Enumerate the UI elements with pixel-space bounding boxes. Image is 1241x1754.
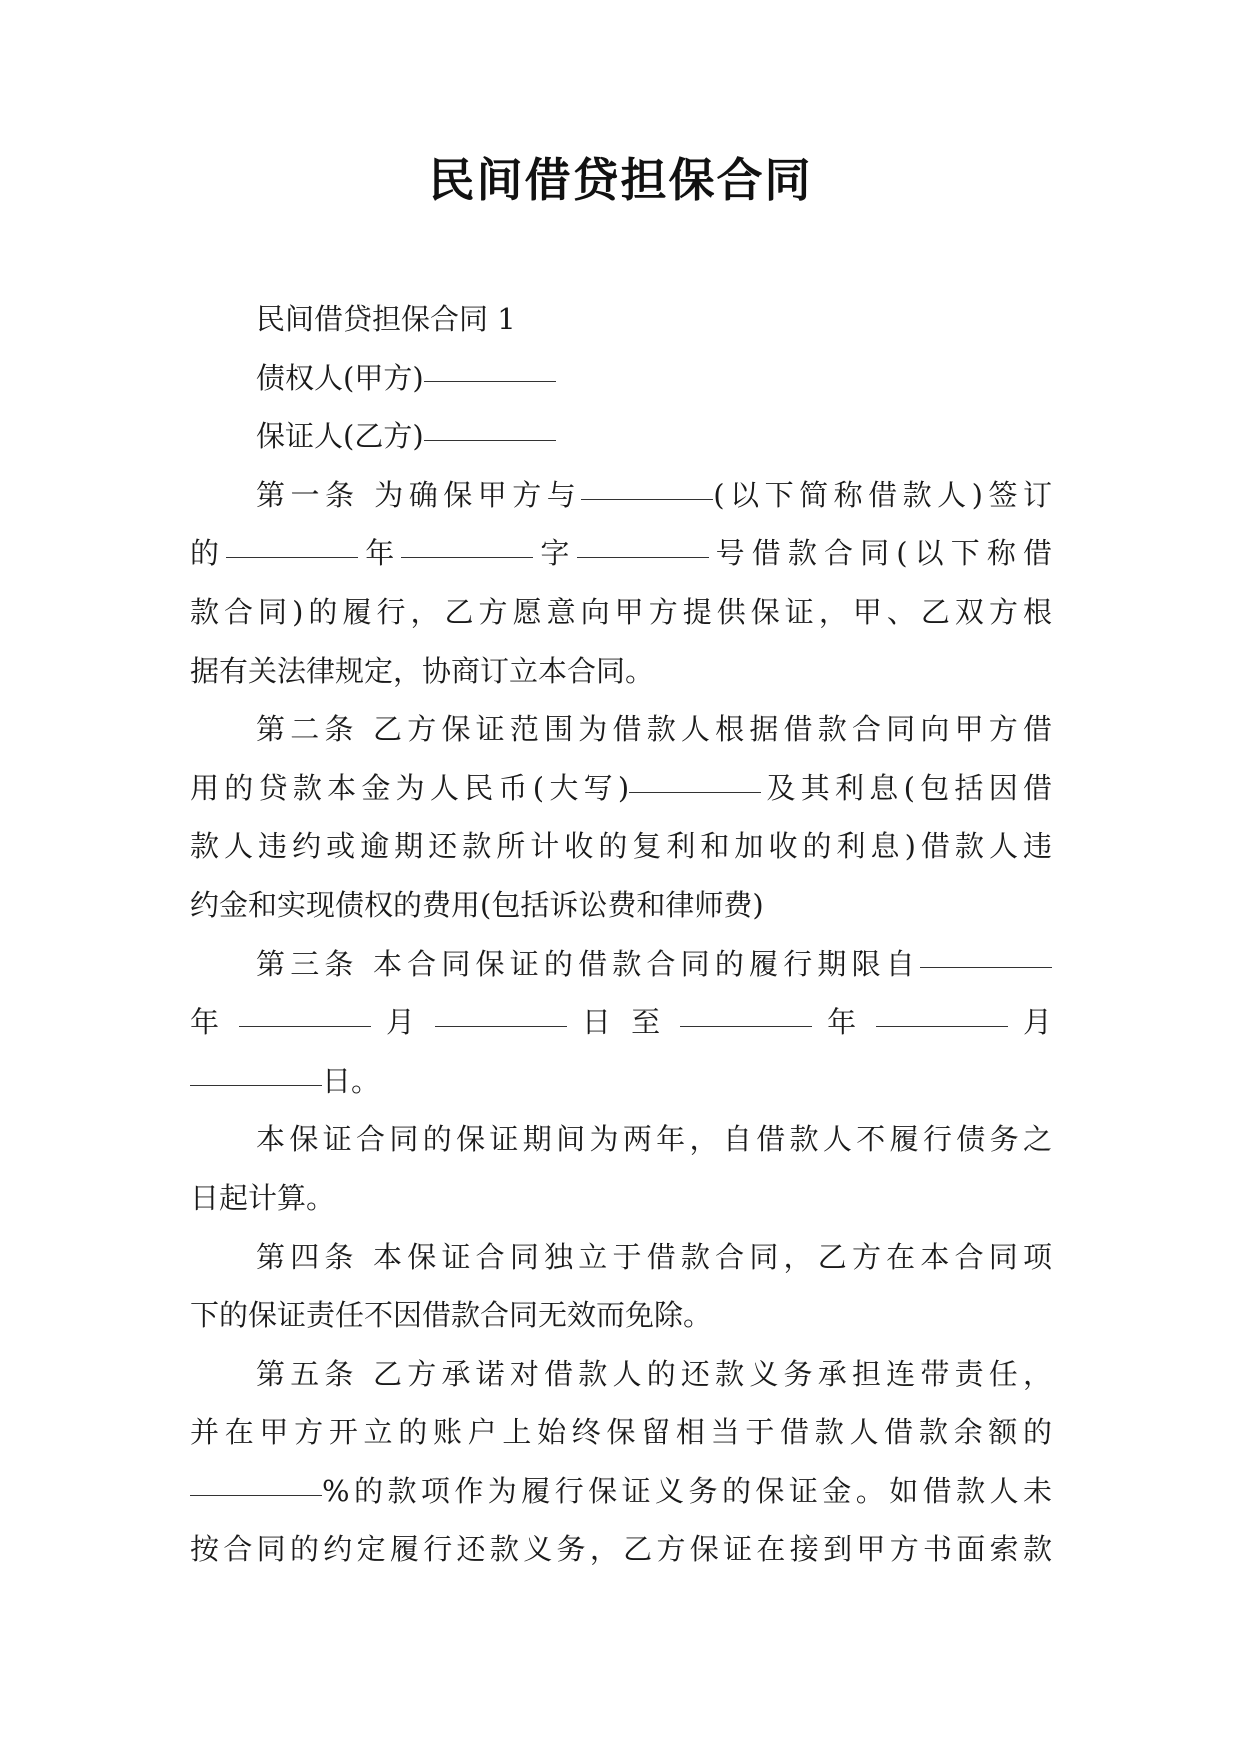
- line-text: 民间借贷担保合同 1: [256, 302, 516, 336]
- body-line: [190, 583, 1052, 642]
- line-text: 用的贷款本金为人民币(大写): [190, 770, 630, 805]
- line-text: 字: [533, 536, 577, 571]
- line-text: 据有关法律规定，协商订立本合同。: [190, 653, 655, 688]
- line-text: 号借款合同(以下称借: [708, 536, 1052, 571]
- fill-in-blank: [190, 1084, 322, 1086]
- body-line: [190, 1052, 1052, 1111]
- line-text: 月: [371, 1005, 436, 1040]
- fill-in-blank: [629, 791, 761, 793]
- line-text: 并在甲方开立的账户上始终保留相当于借款人借款余额的: [190, 1415, 1052, 1450]
- body-line: [190, 1169, 1052, 1228]
- line-text: 年: [812, 1005, 877, 1040]
- line-text: 款人违约或逾期还款所计收的复利和加收的利息)借款人违: [190, 829, 1052, 864]
- line-text: 的: [190, 536, 227, 571]
- fill-in-blank: [680, 1025, 812, 1027]
- line-text: 债权人(甲方): [256, 360, 424, 395]
- fill-in-blank: [239, 1025, 371, 1027]
- line-text: 第五条 乙方承诺对借款人的还款义务承担连带责任，: [256, 1356, 1052, 1391]
- fill-in-blank: [226, 556, 358, 558]
- line-text: 第二条 乙方保证范围为借款人根据借款合同向甲方借: [256, 712, 1052, 747]
- document-body: [190, 290, 1052, 1579]
- fill-in-blank: [577, 556, 709, 558]
- document-title: 民间借贷担保合同: [428, 153, 813, 207]
- body-line: [190, 993, 1052, 1052]
- fill-in-blank: [876, 1025, 1008, 1027]
- fill-in-blank: [401, 556, 533, 558]
- line-text: 款合同)的履行，乙方愿意向甲方提供保证，甲、乙双方根: [190, 594, 1052, 629]
- line-text: 本保证合同的保证期间为两年，自借款人不履行债务之: [256, 1122, 1052, 1157]
- body-line: [190, 935, 1052, 994]
- body-line: [190, 1286, 1052, 1345]
- body-line: [190, 524, 1052, 583]
- body-line: [190, 290, 1052, 349]
- line-text: 年: [190, 1005, 240, 1040]
- body-line: [190, 759, 1052, 818]
- line-text: 日。: [322, 1063, 381, 1098]
- line-text: 下的保证责任不因借款合同无效而免除。: [190, 1298, 713, 1333]
- line-text: 日起计算。: [190, 1180, 336, 1215]
- line-text: 第三条 本合同保证的借款合同的履行期限自: [256, 946, 920, 981]
- body-line: [190, 817, 1052, 876]
- body-line: [190, 1462, 1052, 1521]
- line-text: %的款项作为履行保证义务的保证金。如借款人未: [322, 1473, 1052, 1508]
- body-line: [190, 349, 1052, 408]
- fill-in-blank: [424, 380, 556, 382]
- body-line: [190, 466, 1052, 525]
- body-line: [190, 1228, 1052, 1287]
- body-line: [190, 700, 1052, 759]
- line-text: 第一条 为确保甲方与: [256, 477, 582, 512]
- fill-in-blank: [581, 498, 713, 500]
- body-line: [190, 1110, 1052, 1169]
- line-text: 按合同的约定履行还款义务，乙方保证在接到甲方书面索款: [190, 1532, 1052, 1567]
- line-text: 及其利息(包括因借: [761, 770, 1052, 805]
- fill-in-blank: [435, 1025, 567, 1027]
- body-line: [190, 642, 1052, 701]
- body-line: [190, 876, 1052, 935]
- line-text: 月: [1008, 1005, 1052, 1040]
- body-line: [190, 1520, 1052, 1579]
- line-text: 年: [358, 536, 402, 571]
- body-line: [190, 1403, 1052, 1462]
- body-line: [190, 407, 1052, 466]
- body-line: [190, 1345, 1052, 1404]
- line-text: (以下简称借款人)签订: [713, 477, 1052, 512]
- line-text: 约金和实现债权的费用(包括诉讼费和律师费): [190, 887, 764, 922]
- fill-in-blank: [424, 439, 556, 441]
- line-text: 保证人(乙方): [256, 419, 424, 454]
- fill-in-blank: [190, 1494, 322, 1496]
- line-text: 第四条 本保证合同独立于借款合同，乙方在本合同项: [256, 1239, 1052, 1274]
- fill-in-blank: [920, 966, 1052, 968]
- line-text: 日 至: [567, 1005, 681, 1040]
